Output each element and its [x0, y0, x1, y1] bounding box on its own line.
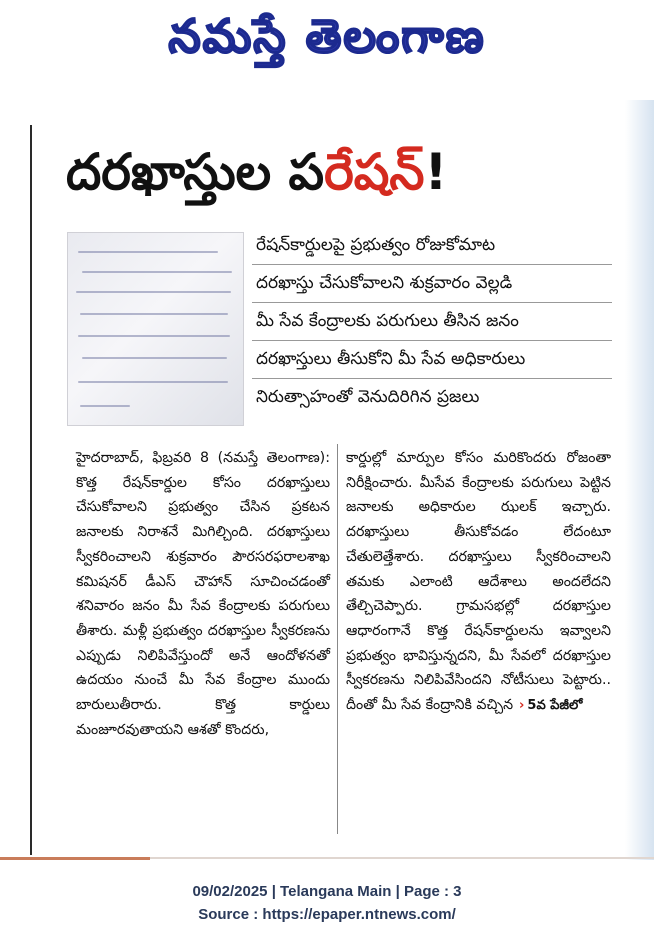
article-column-2 [346, 446, 611, 719]
headline-accent: రేషన్ [324, 143, 425, 201]
page-edge-shade [625, 100, 654, 860]
subheading: నిరుత్సాహంతో వెనుదిరిగిన ప్రజలు [256, 387, 480, 407]
subheading: దరఖాస్తులు తీసుకోని మీ సేవ అధికారులు [256, 349, 526, 369]
column-separator [337, 444, 338, 834]
application-form-photo [67, 232, 244, 426]
headline-part1: దరఖాస్తుల ప [66, 143, 325, 201]
source-link[interactable]: Source : https://epaper.ntnews.com/ [198, 906, 456, 923]
subheading: మీ సేవ కేంద్రాలకు పరుగులు తీసిన జనం [256, 311, 519, 331]
subheading: దరఖాస్తు చేసుకోవాలని శుక్రవారం వెల్లడి [256, 273, 513, 293]
left-column-rule [30, 125, 32, 855]
continued-on-page[interactable] [519, 694, 582, 719]
subheading: రేషన్‌కార్డులపై ప్రభుత్వం రోజుకోమాట [256, 235, 496, 255]
headline-part3: ! [424, 143, 448, 201]
article-column-1: హైదరాబాద్, ఫిబ్రవరి 8 (నమస్తే తెలంగాణ): కొత్త రేషన్‌కార్డుల కోసం దరఖాస్తులు చేసుకోవాలని ప్రభుత్వం చేసిన ప్రకటన జనాలకు నిరాశనే మిగిల్చింది. దరఖాస్తులు స్వీకరించాలని శుక్రవారం పౌరసరఫరాలశాఖ కమిషనర్ డీఎస్ చౌహాన్ సూచించడంతో శనివారం జనం మీ సేవ కేంద్రాలకు పరుగులు తీశారు. మళ్లీ ప్రభుత్వం దరఖాస్తుల స్వీకరణను ఎప్పుడు నిలిపివేస్తుందో అనే ఆందోళనతో ఉదయం నుంచే మీ సేవ కేంద్రాల ముందు బారులుతీరారు. కొత్త కార్డులు మంజూరవుతాయని ఆశతో కొందరు, [76, 450, 330, 738]
chevron-right-icon: › [519, 698, 525, 714]
subheadings [252, 232, 612, 422]
newspaper-masthead: నమస్తే తెలంగాణ [168, 9, 486, 63]
column-2-text: కార్డుల్లో మార్పుల కోసం మరికొందరు రోజంతా నిరీక్షించారు. మీసేవ కేంద్రాలకు పరుగులు పెట్టిన జనాలకు అధికారుల ఝలక్ ఇచ్చారు. దరఖాస్తులు తీసుకోవడం లేదంటూ చేతులెత్తేశారు. దరఖాస్తులు స్వీకరించాలని తమకు ఎలాంటి ఆదేశాలు అందలేదని తేల్చిచెప్పారు. గ్రామసభల్లో దరఖాస్తుల ఆధారంగానే కొత్త రేషన్‌కార్డులను ఇవ్వాలని ప్రభుత్వం భావిస్తున్నదని, మీ సేవలో దరఖాస్తుల స్వీకరణను నిలిపివేసిందని నోటీసులు పెట్టారు.. దీంతో మీ సేవ కేంద్రానికి వచ్చిన [346, 450, 611, 714]
page-footer [0, 880, 654, 926]
edition-info: 09/02/2025 | Telangana Main | Page : 3 [192, 883, 462, 900]
continued-label: 5వ పేజీలో [527, 698, 583, 714]
footer-rule [0, 857, 654, 859]
article-headline [66, 132, 626, 212]
